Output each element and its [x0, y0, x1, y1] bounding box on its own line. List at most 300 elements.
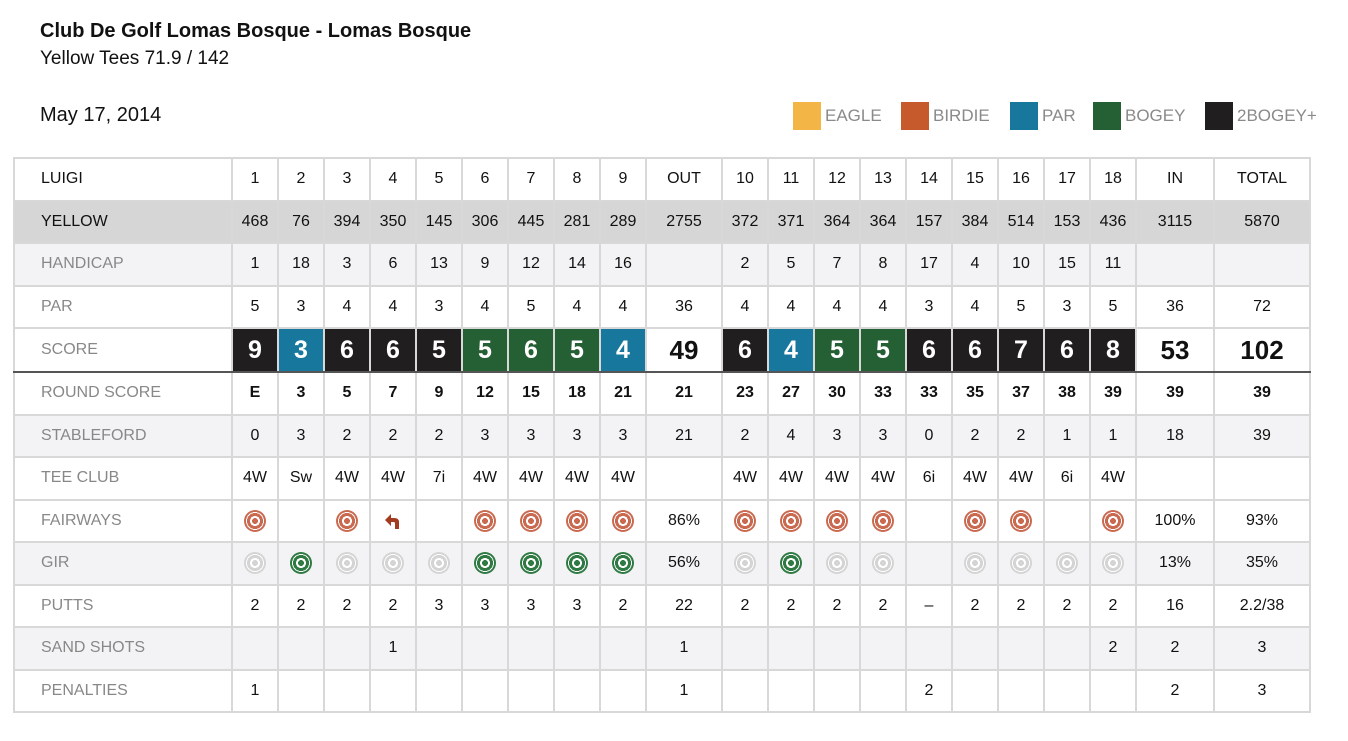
penalties-cell — [278, 670, 324, 713]
double-bogey-swatch — [1205, 102, 1233, 130]
handicap-cell — [1136, 243, 1214, 286]
hole-number: 10 — [722, 158, 768, 201]
par-cell: 5 — [232, 286, 278, 329]
round-cell: 39 — [1214, 372, 1310, 415]
teeclub-cell: 4W — [370, 457, 416, 500]
teeclub-cell: 4W — [952, 457, 998, 500]
fairway-hit-icon — [612, 510, 634, 532]
hole-number: 4 — [370, 158, 416, 201]
legend-bogey — [1093, 102, 1185, 130]
hole-number: 17 — [1044, 158, 1090, 201]
putts-cell: 2 — [768, 585, 814, 628]
penalties-cell — [416, 670, 462, 713]
handicap-cell: 7 — [814, 243, 860, 286]
stableford-cell: 39 — [1214, 415, 1310, 458]
putts-cell: 2 — [860, 585, 906, 628]
sand-cell — [324, 627, 370, 670]
gir-cell: 35% — [1214, 542, 1310, 585]
tee-cell: 5870 — [1214, 201, 1310, 244]
gir-miss-icon — [872, 552, 894, 574]
par-cell: 5 — [1090, 286, 1136, 329]
fairways-cell — [416, 500, 462, 543]
teeclub-cell: Sw — [278, 457, 324, 500]
stableford-cell: 2 — [370, 415, 416, 458]
round-cell: 35 — [952, 372, 998, 415]
putts-cell: 3 — [508, 585, 554, 628]
stableford-cell: 3 — [600, 415, 646, 458]
penalties-cell — [722, 670, 768, 713]
score-cell-dbl: 6 — [370, 328, 416, 372]
tee-cell: 3115 — [1136, 201, 1214, 244]
putts-cell: 2 — [952, 585, 998, 628]
hole-number: 3 — [324, 158, 370, 201]
legend-label: BOGEY — [1125, 106, 1186, 125]
tee-club-row — [14, 457, 1310, 500]
gir-miss-icon — [382, 552, 404, 574]
sand-cell — [1044, 627, 1090, 670]
round-cell: 33 — [906, 372, 952, 415]
round-cell: 38 — [1044, 372, 1090, 415]
fairway-hit-icon — [520, 510, 542, 532]
stableford-cell: 3 — [278, 415, 324, 458]
par-cell: 4 — [462, 286, 508, 329]
handicap-cell: 1 — [232, 243, 278, 286]
legend-par — [1010, 102, 1076, 130]
sand-cell: 1 — [646, 627, 722, 670]
round-cell: 39 — [1090, 372, 1136, 415]
score-cell-dbl: 8 — [1090, 328, 1136, 372]
par-cell: 3 — [278, 286, 324, 329]
hole-number: TOTAL — [1214, 158, 1310, 201]
par-cell: 4 — [814, 286, 860, 329]
sand-cell — [278, 627, 324, 670]
penalties-cell: 1 — [646, 670, 722, 713]
fairway-hit-icon — [1010, 510, 1032, 532]
handicap-cell: 8 — [860, 243, 906, 286]
score-cell-bogey: 5 — [860, 328, 906, 372]
par-cell: 5 — [508, 286, 554, 329]
tee-cell: 281 — [554, 201, 600, 244]
sand-cell — [722, 627, 768, 670]
fairways-cell — [600, 500, 646, 543]
tee-cell: 153 — [1044, 201, 1090, 244]
hole-number: 12 — [814, 158, 860, 201]
gir-hit-icon — [612, 552, 634, 574]
putts-row — [14, 585, 1310, 628]
gir-hit-icon — [474, 552, 496, 574]
score-cell-par: 4 — [600, 328, 646, 372]
teeclub-cell: 4W — [814, 457, 860, 500]
fairway-miss-left-icon — [382, 510, 404, 532]
fairways-row — [14, 500, 1310, 543]
round-cell: 21 — [600, 372, 646, 415]
stableford-cell: 1 — [1044, 415, 1090, 458]
stableford-cell: 4 — [768, 415, 814, 458]
putts-cell: – — [906, 585, 952, 628]
fairway-hit-icon — [780, 510, 802, 532]
penalties-cell — [370, 670, 416, 713]
fairways-cell — [462, 500, 508, 543]
gir-cell — [952, 542, 998, 585]
putts-cell: 2 — [278, 585, 324, 628]
tee-cell: 371 — [768, 201, 814, 244]
teeclub-cell — [1136, 457, 1214, 500]
sand-cell — [906, 627, 952, 670]
row-label: SCORE — [14, 328, 232, 372]
stableford-cell: 18 — [1136, 415, 1214, 458]
fairway-hit-icon — [474, 510, 496, 532]
gir-cell — [1044, 542, 1090, 585]
legend-label: BIRDIE — [933, 106, 990, 125]
teeclub-cell: 4W — [1090, 457, 1136, 500]
score-cell-dbl: 6 — [722, 328, 768, 372]
gir-hit-icon — [566, 552, 588, 574]
legend-eagle — [793, 102, 882, 130]
fairways-cell — [1044, 500, 1090, 543]
putts-cell: 2 — [232, 585, 278, 628]
teeclub-cell: 4W — [324, 457, 370, 500]
round-cell: 23 — [722, 372, 768, 415]
sand-cell — [462, 627, 508, 670]
score-row — [14, 328, 1310, 372]
gir-cell: 13% — [1136, 542, 1214, 585]
gir-cell — [278, 542, 324, 585]
hole-number: 7 — [508, 158, 554, 201]
stableford-cell: 2 — [998, 415, 1044, 458]
penalties-cell — [952, 670, 998, 713]
penalties-cell — [998, 670, 1044, 713]
penalties-cell — [814, 670, 860, 713]
par-cell: 4 — [600, 286, 646, 329]
gir-cell — [416, 542, 462, 585]
hole-number: 8 — [554, 158, 600, 201]
stableford-cell: 2 — [952, 415, 998, 458]
score-total: 49 — [646, 328, 722, 372]
hole-number: 6 — [462, 158, 508, 201]
handicap-cell: 15 — [1044, 243, 1090, 286]
hole-number: 14 — [906, 158, 952, 201]
fairways-cell: 100% — [1136, 500, 1214, 543]
score-cell-dbl: 6 — [324, 328, 370, 372]
gir-cell — [768, 542, 814, 585]
gir-cell — [508, 542, 554, 585]
tee-cell: 157 — [906, 201, 952, 244]
stableford-row — [14, 415, 1310, 458]
handicap-cell: 3 — [324, 243, 370, 286]
score-cell-dbl: 7 — [998, 328, 1044, 372]
teeclub-cell: 4W — [722, 457, 768, 500]
par-row — [14, 286, 1310, 329]
gir-cell — [906, 542, 952, 585]
gir-cell — [324, 542, 370, 585]
penalties-cell — [600, 670, 646, 713]
gir-miss-icon — [734, 552, 756, 574]
putts-cell: 3 — [462, 585, 508, 628]
fairways-cell: 86% — [646, 500, 722, 543]
stableford-cell: 3 — [554, 415, 600, 458]
sand-cell — [860, 627, 906, 670]
stableford-cell: 3 — [860, 415, 906, 458]
tee-yardage-row — [14, 201, 1310, 244]
tee-cell: 372 — [722, 201, 768, 244]
gir-miss-icon — [964, 552, 986, 574]
handicap-cell: 5 — [768, 243, 814, 286]
stableford-cell: 3 — [814, 415, 860, 458]
row-label: HANDICAP — [14, 243, 232, 286]
gir-cell — [370, 542, 416, 585]
course-header — [40, 19, 471, 71]
handicap-cell: 10 — [998, 243, 1044, 286]
tee-cell: 306 — [462, 201, 508, 244]
gir-cell — [860, 542, 906, 585]
fairway-hit-icon — [336, 510, 358, 532]
hole-header-row — [14, 158, 1310, 201]
sand-cell: 3 — [1214, 627, 1310, 670]
hole-number: OUT — [646, 158, 722, 201]
round-cell: 30 — [814, 372, 860, 415]
par-swatch — [1010, 102, 1038, 130]
tee-rating: Yellow Tees 71.9 / 142 — [40, 48, 230, 69]
stableford-cell: 0 — [906, 415, 952, 458]
eagle-swatch — [793, 102, 821, 130]
fairway-hit-icon — [244, 510, 266, 532]
round-cell: 21 — [646, 372, 722, 415]
gir-cell — [1090, 542, 1136, 585]
teeclub-cell: 6i — [906, 457, 952, 500]
hole-number: 9 — [600, 158, 646, 201]
score-cell-bogey: 5 — [814, 328, 860, 372]
gir-miss-icon — [428, 552, 450, 574]
putts-cell: 22 — [646, 585, 722, 628]
gir-hit-icon — [290, 552, 312, 574]
gir-hit-icon — [520, 552, 542, 574]
round-cell: 39 — [1136, 372, 1214, 415]
penalties-cell — [1090, 670, 1136, 713]
sand-cell: 1 — [370, 627, 416, 670]
fairways-cell — [906, 500, 952, 543]
teeclub-cell: 4W — [998, 457, 1044, 500]
hole-number: 1 — [232, 158, 278, 201]
sand-cell — [998, 627, 1044, 670]
tee-cell: 350 — [370, 201, 416, 244]
score-cell-dbl: 9 — [232, 328, 278, 372]
gir-cell — [600, 542, 646, 585]
fairway-hit-icon — [872, 510, 894, 532]
row-label: YELLOW — [14, 201, 232, 244]
gir-cell: 56% — [646, 542, 722, 585]
fairway-hit-icon — [964, 510, 986, 532]
teeclub-cell: 4W — [232, 457, 278, 500]
handicap-cell: 11 — [1090, 243, 1136, 286]
teeclub-cell — [1214, 457, 1310, 500]
fairways-cell: 93% — [1214, 500, 1310, 543]
hole-number: 13 — [860, 158, 906, 201]
hole-number: 15 — [952, 158, 998, 201]
score-cell-bogey: 6 — [508, 328, 554, 372]
round-cell: 15 — [508, 372, 554, 415]
penalties-cell — [324, 670, 370, 713]
round-cell: 33 — [860, 372, 906, 415]
tee-cell: 384 — [952, 201, 998, 244]
gir-row — [14, 542, 1310, 585]
score-cell-bogey: 5 — [554, 328, 600, 372]
tee-cell: 445 — [508, 201, 554, 244]
handicap-cell — [1214, 243, 1310, 286]
course-name: Club De Golf Lomas Bosque - Lomas Bosque — [40, 20, 472, 42]
penalties-cell — [768, 670, 814, 713]
scorecard-table — [13, 157, 1311, 713]
round-cell: 7 — [370, 372, 416, 415]
row-label: PUTTS — [14, 585, 232, 628]
hole-number: 5 — [416, 158, 462, 201]
par-cell: 4 — [860, 286, 906, 329]
teeclub-cell: 4W — [554, 457, 600, 500]
row-label: TEE CLUB — [14, 457, 232, 500]
row-label: PENALTIES — [14, 670, 232, 713]
row-label: SAND SHOTS — [14, 627, 232, 670]
penalties-cell: 2 — [906, 670, 952, 713]
par-cell: 4 — [554, 286, 600, 329]
fairways-cell — [998, 500, 1044, 543]
penalties-cell: 1 — [232, 670, 278, 713]
hole-number: 2 — [278, 158, 324, 201]
par-cell: 3 — [1044, 286, 1090, 329]
putts-cell: 2 — [370, 585, 416, 628]
tee-cell: 2755 — [646, 201, 722, 244]
score-cell-par: 3 — [278, 328, 324, 372]
gir-miss-icon — [1010, 552, 1032, 574]
hole-number: IN — [1136, 158, 1214, 201]
golfer-name: LUIGI — [14, 158, 232, 201]
legend-2bogey — [1205, 102, 1317, 130]
birdie-swatch — [901, 102, 929, 130]
penalties-cell: 3 — [1214, 670, 1310, 713]
handicap-cell: 6 — [370, 243, 416, 286]
gir-miss-icon — [1056, 552, 1078, 574]
gir-cell — [722, 542, 768, 585]
handicap-cell: 17 — [906, 243, 952, 286]
legend-label: PAR — [1042, 106, 1076, 125]
tee-cell: 364 — [814, 201, 860, 244]
par-cell: 5 — [998, 286, 1044, 329]
tee-cell: 468 — [232, 201, 278, 244]
teeclub-cell: 4W — [600, 457, 646, 500]
tee-cell: 394 — [324, 201, 370, 244]
sand-cell — [416, 627, 462, 670]
putts-cell: 3 — [554, 585, 600, 628]
fairways-cell — [370, 500, 416, 543]
row-label: GIR — [14, 542, 232, 585]
sand-cell: 2 — [1090, 627, 1136, 670]
round-cell: E — [232, 372, 278, 415]
putts-cell: 2.2/38 — [1214, 585, 1310, 628]
gir-hit-icon — [780, 552, 802, 574]
teeclub-cell: 4W — [462, 457, 508, 500]
sand-cell: 2 — [1136, 627, 1214, 670]
round-cell: 37 — [998, 372, 1044, 415]
fairway-hit-icon — [826, 510, 848, 532]
stableford-cell: 0 — [232, 415, 278, 458]
putts-cell: 3 — [416, 585, 462, 628]
teeclub-cell: 7i — [416, 457, 462, 500]
fairways-cell — [1090, 500, 1136, 543]
handicap-row — [14, 243, 1310, 286]
putts-cell: 2 — [722, 585, 768, 628]
putts-cell: 2 — [324, 585, 370, 628]
par-cell: 4 — [768, 286, 814, 329]
fairway-hit-icon — [734, 510, 756, 532]
score-legend — [0, 102, 1348, 130]
penalties-cell — [1044, 670, 1090, 713]
gir-miss-icon — [1102, 552, 1124, 574]
putts-cell: 2 — [1044, 585, 1090, 628]
handicap-cell: 9 — [462, 243, 508, 286]
legend-label: 2BOGEY+ — [1237, 106, 1317, 125]
handicap-cell: 4 — [952, 243, 998, 286]
handicap-cell: 12 — [508, 243, 554, 286]
penalties-cell — [860, 670, 906, 713]
gir-cell — [462, 542, 508, 585]
stableford-cell: 3 — [508, 415, 554, 458]
sand-cell — [554, 627, 600, 670]
stableford-cell: 21 — [646, 415, 722, 458]
bogey-swatch — [1093, 102, 1121, 130]
row-label: STABLEFORD — [14, 415, 232, 458]
score-cell-dbl: 6 — [1044, 328, 1090, 372]
teeclub-cell — [646, 457, 722, 500]
round-cell: 9 — [416, 372, 462, 415]
teeclub-cell: 4W — [860, 457, 906, 500]
fairways-cell — [232, 500, 278, 543]
round-cell: 27 — [768, 372, 814, 415]
par-cell: 36 — [1136, 286, 1214, 329]
penalties-cell: 2 — [1136, 670, 1214, 713]
fairways-cell — [554, 500, 600, 543]
putts-cell: 2 — [814, 585, 860, 628]
round-cell: 3 — [278, 372, 324, 415]
tee-cell: 436 — [1090, 201, 1136, 244]
sand-cell — [814, 627, 860, 670]
sand-cell — [952, 627, 998, 670]
par-cell: 4 — [370, 286, 416, 329]
fairways-cell — [324, 500, 370, 543]
fairways-cell — [860, 500, 906, 543]
handicap-cell: 2 — [722, 243, 768, 286]
gir-cell — [998, 542, 1044, 585]
sand-cell — [508, 627, 554, 670]
putts-cell: 2 — [600, 585, 646, 628]
round-cell: 12 — [462, 372, 508, 415]
teeclub-cell: 4W — [768, 457, 814, 500]
sand-cell — [600, 627, 646, 670]
fairway-hit-icon — [1102, 510, 1124, 532]
score-cell-dbl: 6 — [906, 328, 952, 372]
hole-number: 18 — [1090, 158, 1136, 201]
penalties-cell — [554, 670, 600, 713]
gir-miss-icon — [244, 552, 266, 574]
par-cell: 4 — [722, 286, 768, 329]
gir-cell — [814, 542, 860, 585]
score-cell-dbl: 6 — [952, 328, 998, 372]
par-cell: 36 — [646, 286, 722, 329]
row-label: PAR — [14, 286, 232, 329]
handicap-cell: 14 — [554, 243, 600, 286]
hole-number: 16 — [998, 158, 1044, 201]
stableford-cell: 1 — [1090, 415, 1136, 458]
fairways-cell — [814, 500, 860, 543]
teeclub-cell: 4W — [508, 457, 554, 500]
row-label: ROUND SCORE — [14, 372, 232, 415]
